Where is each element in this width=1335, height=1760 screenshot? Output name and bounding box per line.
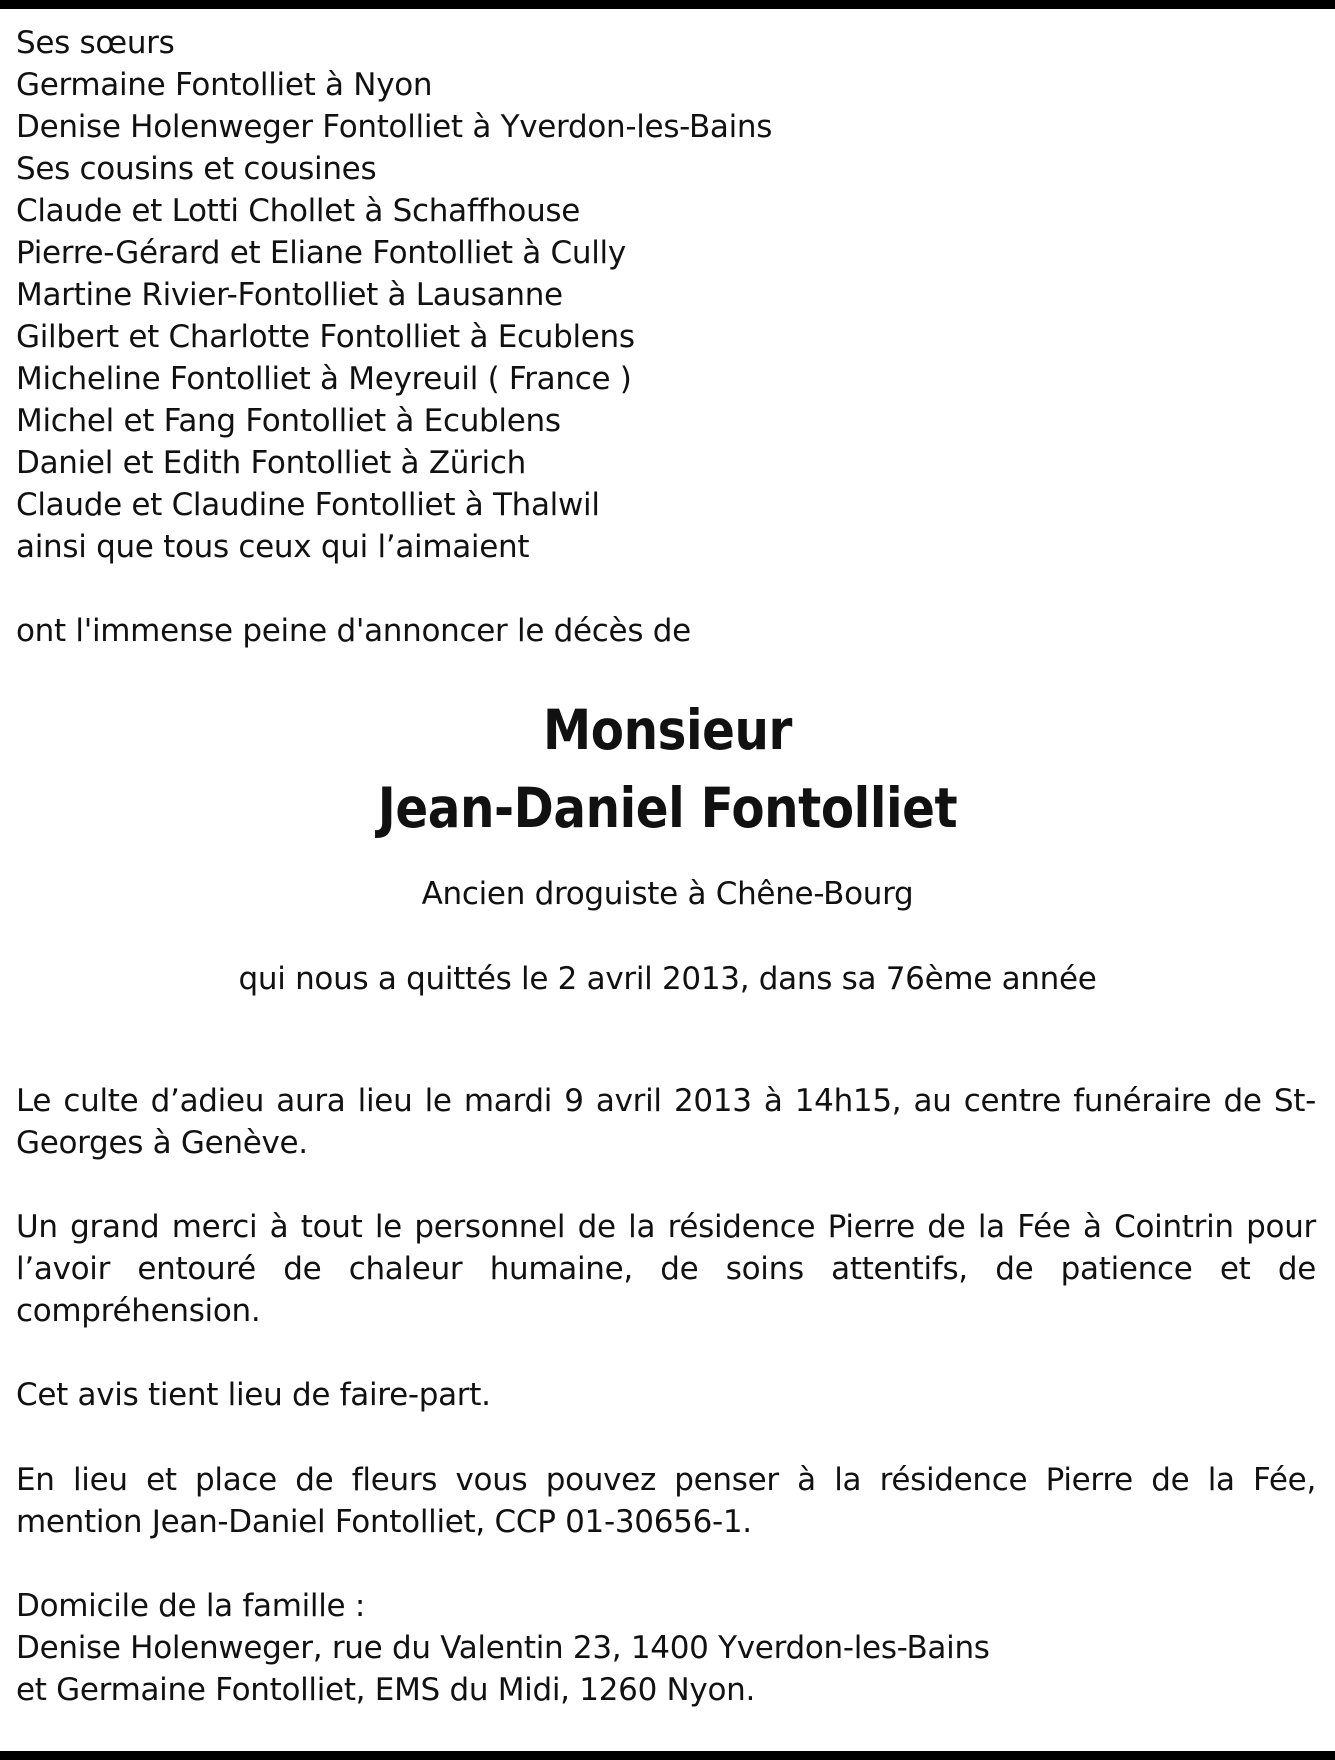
- thanks-paragraph: Un grand merci à tout le personnel de la résidence Pierre de la Fée à Cointrin pour l’avoir entouré de chaleur humaine, de soins attentifs, de patience et de compréhension.: [16, 1209, 1316, 1329]
- family-section: [16, 22, 1316, 652]
- flowers-paragraph: En lieu et place de fleurs vous pouvez penser à la résidence Pierre de la Fée, mention Jean-Daniel Fontolliet, CCP 01-30656-1.: [16, 1462, 1316, 1540]
- family-list-item: Claude et Lotti Chollet à Schaffhouse: [16, 193, 581, 229]
- family-home-address-1: Denise Holenweger, rue du Valentin 23, 1400 Yverdon-les-Bains: [16, 1630, 990, 1666]
- notice-paragraph: Cet avis tient lieu de faire-part.: [16, 1377, 491, 1413]
- family-list-item: Daniel et Edith Fontolliet à Zürich: [16, 445, 526, 481]
- family-list-item: ainsi que tous ceux qui l’aimaient: [16, 529, 530, 565]
- deceased-name: Jean-Daniel Fontolliet: [377, 776, 958, 840]
- family-list-item: Gilbert et Charlotte Fontolliet à Ecublens: [16, 319, 635, 355]
- family-list-item: Claude et Claudine Fontolliet à Thalwil: [16, 487, 600, 523]
- family-list-item: Pierre-Gérard et Eliane Fontolliet à Cully: [16, 235, 626, 271]
- death-date-line: qui nous a quittés le 2 avril 2013, dans sa 76ème année: [238, 961, 1097, 997]
- top-border-rule: [0, 0, 1335, 9]
- family-list-item: Ses sœurs: [16, 25, 175, 61]
- family-list: [16, 22, 1316, 568]
- family-home-label: Domicile de la famille :: [16, 1588, 366, 1624]
- family-list-item: Denise Holenweger Fontolliet à Yverdon-les-Bains: [16, 109, 773, 145]
- family-home-address-2: et Germaine Fontolliet, EMS du Midi, 1260 Nyon.: [16, 1672, 756, 1708]
- deceased-occupation: Ancien droguiste à Chêne-Bourg: [421, 876, 914, 912]
- bottom-border-rule: [0, 1751, 1335, 1760]
- announcement-intro: ont l'immense peine d'annoncer le décès de: [16, 613, 691, 649]
- family-list-item: Michel et Fang Fontolliet à Ecublens: [16, 403, 561, 439]
- family-list-item: Germaine Fontolliet à Nyon: [16, 67, 433, 103]
- family-list-item: Micheline Fontolliet à Meyreuil ( France ): [16, 361, 632, 397]
- ceremony-paragraph: Le culte d’adieu aura lieu le mardi 9 avril 2013 à 14h15, au centre funéraire de St-Georges à Genève.: [16, 1083, 1316, 1161]
- deceased-title: Monsieur: [543, 698, 792, 762]
- family-home-section: [16, 1585, 1316, 1711]
- family-list-item: Martine Rivier-Fontolliet à Lausanne: [16, 277, 563, 313]
- family-list-item: Ses cousins et cousines: [16, 151, 377, 187]
